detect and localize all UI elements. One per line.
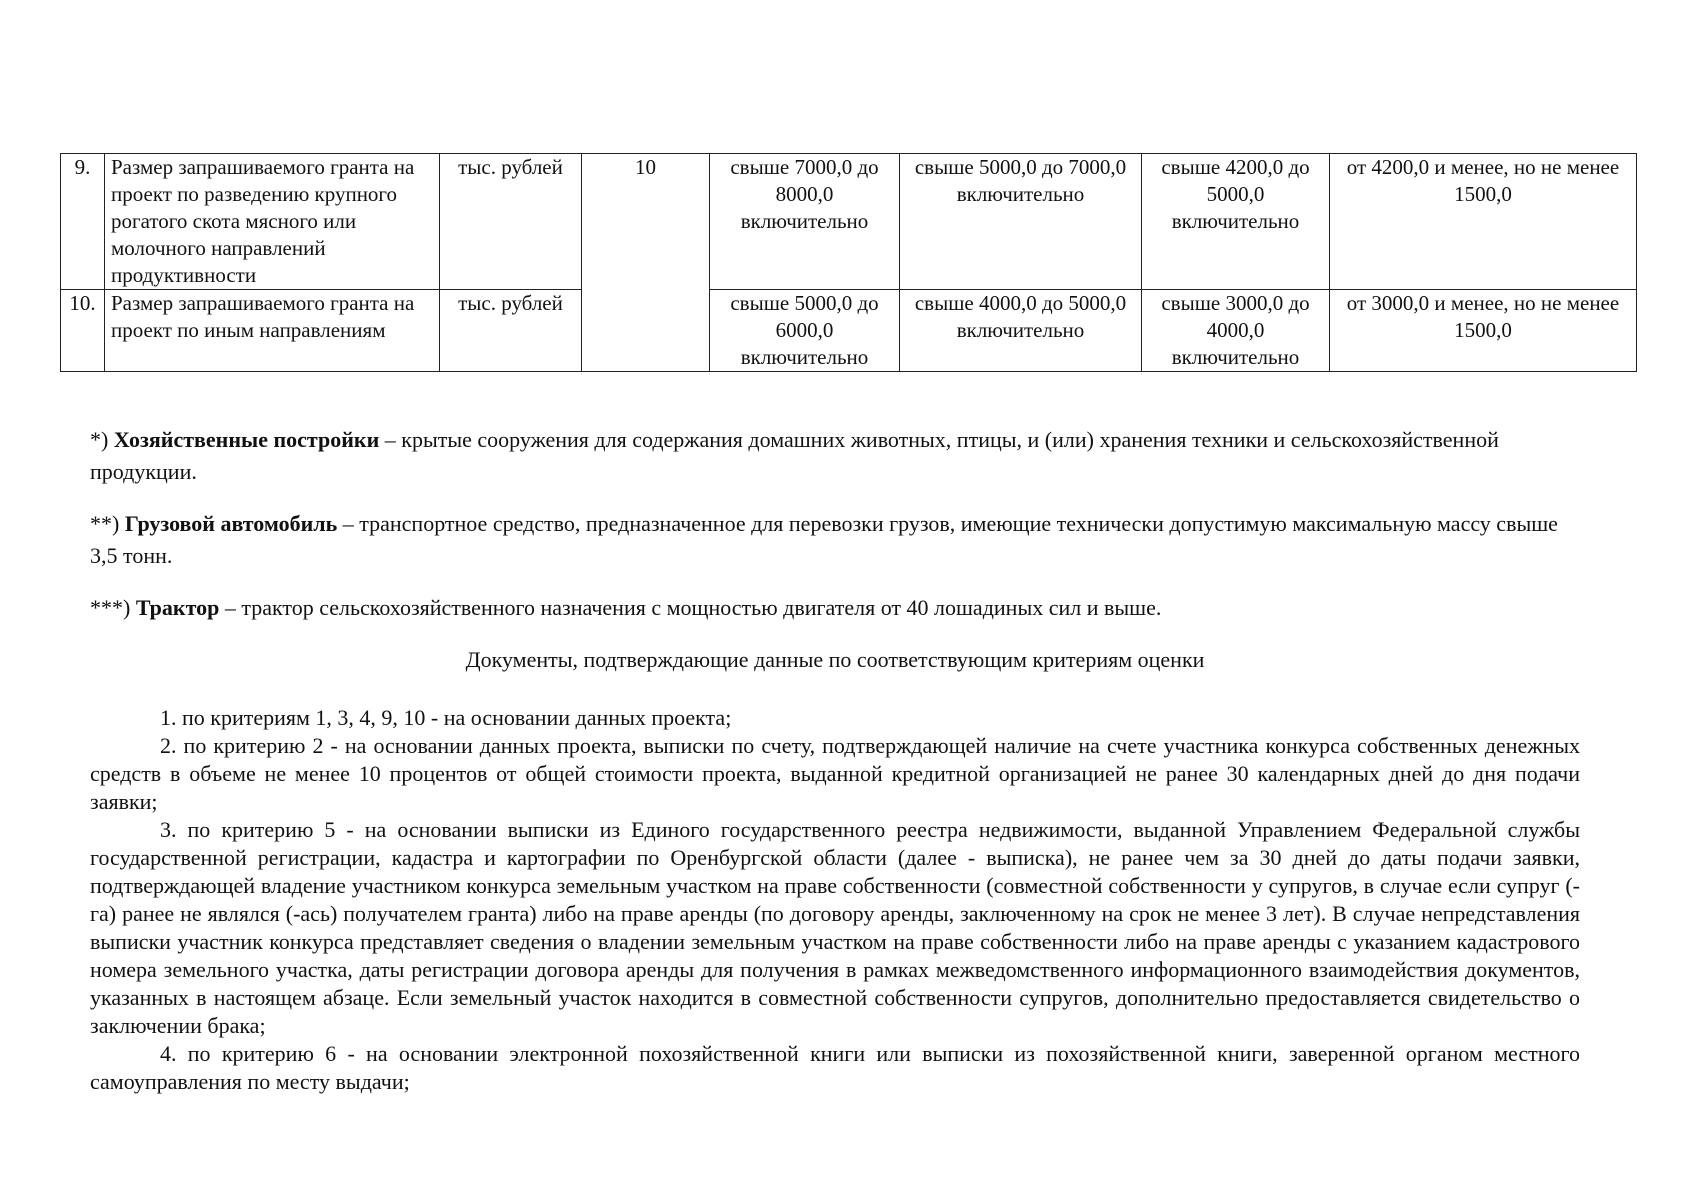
unit-cell: тыс. рублей <box>440 290 582 372</box>
score-range-cell: свыше 5000,0 до 6000,0 включительно <box>710 290 900 372</box>
footnote-mark: **) <box>90 511 120 536</box>
score-range-cell: свыше 7000,0 до 8000,0 включительно <box>710 154 900 290</box>
table-row <box>61 154 1637 290</box>
footnote-text: – крытые сооружения для содержания домашних животных, птицы, и (или) хранения техники и сельскохозяйственной продукции. <box>90 427 1499 484</box>
documents-heading: Документы, подтверждающие данные по соответствующим критериям оценки <box>465 647 1205 672</box>
unit-cell: тыс. рублей <box>440 154 582 290</box>
criteria-table <box>60 153 1637 372</box>
footnote-term: Трактор <box>135 595 220 620</box>
footnote-text: – трактор сельскохозяйственного назначения с мощностью двигателя от 40 лошадиных сил и выше. <box>219 595 1162 620</box>
list-item: 3. по критерию 5 - на основании выписки из Единого государственного реестра недвижимости, выданной Управлением Федеральной службы государственной регистрации, кадастра и картографии по Оренбургской области (далее - выписка), не ранее чем за 30 дней до даты подачи заявки, подтверждающей владение участником конкурса земельным участком на праве собственности (совместной собственности у супругов, в случае если супруг (-га) ранее не являлся (-ась) получателем гранта) либо на праве аренды (по договору аренды, заключенному на срок не менее 3 лет). В случае непредставления выписки участник конкурса представляет сведения о владении земельным участком на праве собственности либо на праве аренды с указанием кадастрового номера земельного участка, даты регистрации договора аренды для получения в рамках межведомственного информационного взаимодействия документов, указанных в настоящем абзаце. Если земельный участок находится в совместной собственности супругов, дополнительно предоставляется свидетельство о заключении брака; <box>90 817 1580 1038</box>
footnote <box>90 508 1580 572</box>
score-range-cell: от 3000,0 и менее, но не менее 1500,0 <box>1330 290 1637 372</box>
footnote-term: Грузовой автомобиль <box>124 511 338 536</box>
footnote-mark: *) <box>90 427 109 452</box>
list-item: 1. по критериям 1, 3, 4, 9, 10 - на основании данных проекта; <box>160 705 732 730</box>
list-item: 2. по критерию 2 - на основании данных проекта, выписки по счету, подтверждающей наличие на счете участника конкурса собственных денежных средств в объеме не менее 10 процентов от общей стоимости проекта, выданной кредитной организацией не ранее 30 календарных дней до дня подачи заявки; <box>90 733 1580 814</box>
footnote-text: – транспортное средство, предназначенное для перевозки грузов, имеющие технически допустимую максимальную массу свыше 3,5 тонн. <box>90 511 1558 568</box>
criterion-name: Размер запрашиваемого гранта на проект по разведению крупного рогатого скота мясного или молочного направлений продуктивности <box>105 154 440 290</box>
score-range-cell: свыше 4000,0 до 5000,0 включительно <box>900 290 1142 372</box>
score-range-cell: свыше 4200,0 до 5000,0 включительно <box>1142 154 1330 290</box>
criterion-name: Размер запрашиваемого гранта на проект по иным направлениям <box>105 290 440 372</box>
footnote-mark: ***) <box>90 595 131 620</box>
score-range-cell: свыше 5000,0 до 7000,0 включительно <box>900 154 1142 290</box>
score-range-cell: свыше 3000,0 до 4000,0 включительно <box>1142 290 1330 372</box>
row-number: 9. <box>61 154 105 290</box>
score-range-cell: от 4200,0 и менее, но не менее 1500,0 <box>1330 154 1637 290</box>
weight-cell: 10 <box>582 154 710 372</box>
footnote-term: Хозяйственные постройки <box>113 427 380 452</box>
list-item: 4. по критерию 6 - на основании электронной похозяйственной книги или выписки из похозяйственной книги, заверенной органом местного самоуправления по месту выдачи; <box>90 1041 1580 1094</box>
footnote <box>90 424 1580 488</box>
table-row <box>61 290 1637 372</box>
row-number: 10. <box>61 290 105 372</box>
documents-list <box>90 704 1580 1096</box>
footnote <box>90 592 1580 624</box>
